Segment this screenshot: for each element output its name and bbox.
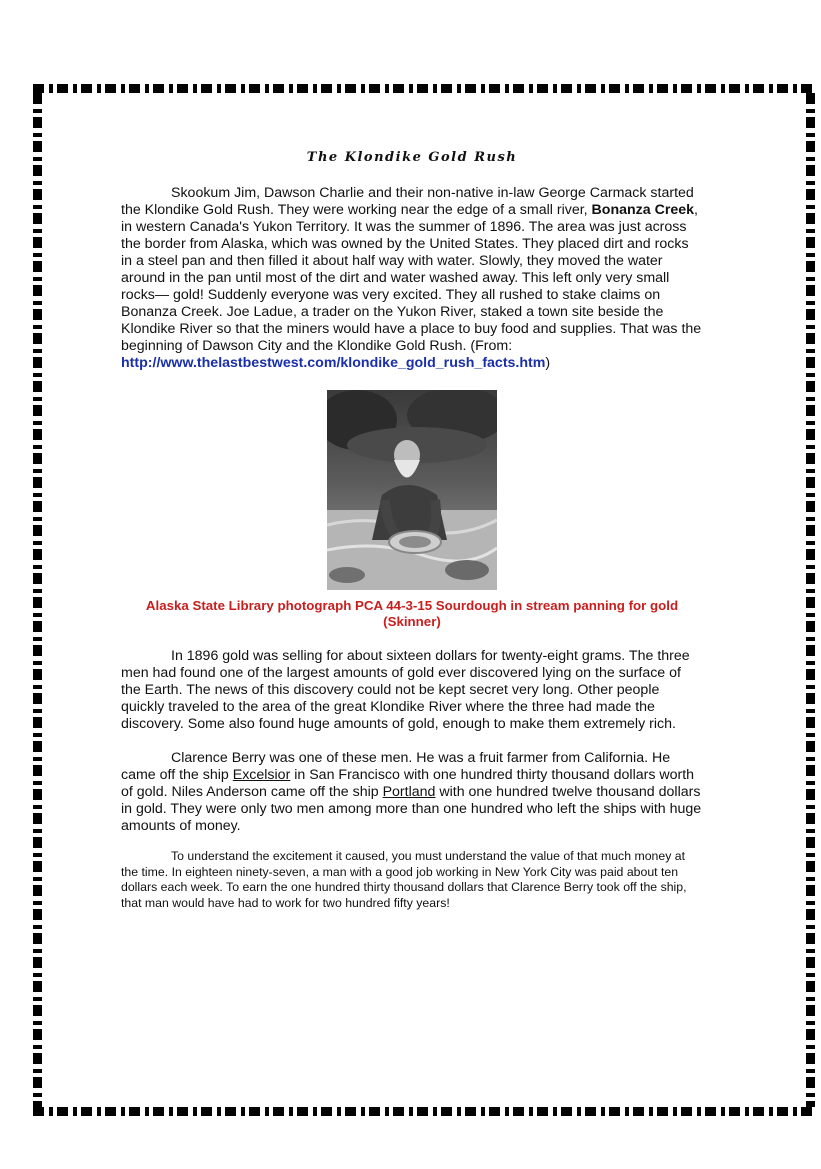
prospector-image bbox=[327, 390, 497, 590]
page-title: The Klondike Gold Rush bbox=[306, 150, 518, 165]
sourdough-photo bbox=[327, 390, 497, 590]
paragraph-4: To understand the excitement it caused, you must understand the value of that much money at the time. In eighteen ninety-seven, a man with a good job working in New York City was paid about ten dollars each week. To earn the one hundred thirty thousand dollars that Clarence Berry took off the ship, that man would have had to work for two hundred fifty years! bbox=[121, 849, 687, 910]
paragraph-3: Clarence Berry was one of these men. He was a fruit farmer from California. He came off the ship Excelsior in San Francisco with one hundred thirty thousand dollars worth of gold. Niles Anderson came off the ship Portland with one hundred twelve thousand dollars in gold. They were only two men among more than one hundred who left the ships with huge amounts of money. bbox=[121, 750, 702, 834]
ship-portland: Portland bbox=[382, 784, 436, 800]
border-right bbox=[806, 93, 815, 1107]
source-link[interactable]: http://www.thelastbestwest.com/klondike_gold_rush_facts.htm bbox=[121, 355, 546, 371]
photo-wrap bbox=[121, 390, 703, 595]
ship-excelsior: Excelsior bbox=[232, 767, 291, 783]
paragraph-1: Skookum Jim, Dawson Charlie and their non-native in-law George Carmack started the Klondike Gold Rush. They were working near the edge of a small river, Bonanza Creek, in western Canada's Yukon Territory. It was the summer of 1896. The area was just across the border from Alaska, which was owned by the United States. They placed dirt and rocks in a steel pan and then filled it about half way with water. Slowly, they moved the water around in the pan until most of the dirt and water washed away. This left only very small rocks— gold! Suddenly everyone was very excited. They all rushed to stake claims on Bonanza Creek. Joe Ladue, a trader on the Yukon River, staked a town site beside the Klondike River so that the miners would have a place to buy food and supplies. That was the beginning of Dawson City and the Klondike Gold Rush. (From: http://www.thelastbestwest.com/klondike_gold_rush_facts.htm) bbox=[121, 185, 702, 371]
bonanza-creek-bold: Bonanza Creek bbox=[591, 202, 695, 218]
border-left bbox=[33, 93, 42, 1107]
worksheet-content bbox=[121, 150, 703, 911]
photo-caption: Alaska State Library photograph PCA 44-3-15 Sourdough in stream panning for gold (Skinner) bbox=[145, 598, 679, 629]
paragraph-2: In 1896 gold was selling for about sixteen dollars for twenty-eight grams. The three men had found one of the largest amounts of gold ever discovered lying on the surface of the Earth. The news of this discovery could not be kept secret very long. Other people quickly traveled to the area of the great Klondike River where the three had made the discovery. Some also found huge amounts of gold, enough to make them extremely rich. bbox=[121, 648, 690, 732]
